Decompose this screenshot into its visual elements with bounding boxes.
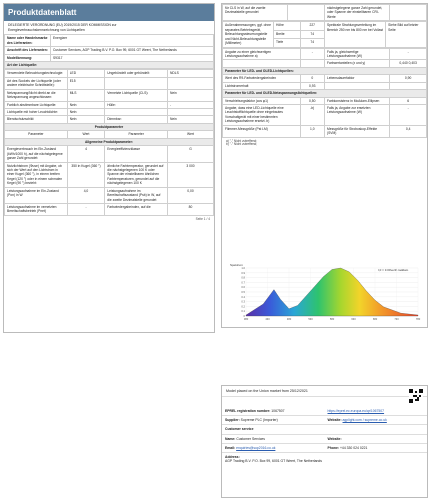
table-row: Netzspannung/Nicht direkt an die Netzspannung angeschlossen: MLS Vernetzte Lichtquelle (CLS): Nein bbox=[5, 89, 214, 101]
supplier-website-link[interactable]: agplight.com / supreme.co.uk bbox=[342, 418, 387, 423]
page-number: Seite 1 / 4 bbox=[195, 216, 210, 221]
customer-service-header: Customer service bbox=[225, 427, 254, 432]
general-params-header: Allgemeine Produktparameter: bbox=[5, 138, 214, 145]
x-tick-label: 580 bbox=[329, 318, 335, 321]
led-mains-header: Parameter für LED- und OLED-Netzspannungslichtquellen: bbox=[223, 90, 427, 97]
y-tick-label: 0.6 bbox=[241, 286, 245, 290]
table-row: Leistungsaufnahme im vernetzten Bereitschaftsbetrieb (Pnet) - Farbwiedergabeindex, auf die 80 bbox=[5, 204, 214, 216]
param-header-row: Parameter Wert Parameter Wert bbox=[5, 131, 214, 138]
table-row: Tiefe 74 bbox=[223, 39, 427, 47]
table-row: Energieverbrauch im Ein-Zustand (kWh/1000 h), auf die nächstgelegene ganze Zahl gerundet: 4 Energieeffizienzklasse G bbox=[5, 146, 214, 162]
chart-ylabel: Spektrum bbox=[230, 263, 243, 267]
x-tick-label: 380 bbox=[243, 318, 249, 321]
supplier-table: Name oder Handelsmarke des Lieferanten: Energizer Anschrift des Lieferanten: Customer Services, AGP Trading B.V. P.O. Box 99, 6001 GT Weert, The Netherlands Modellkennung: S9317 Art der Lichtquelle: bbox=[4, 34, 214, 69]
table-row: Außenabmessungen, ggf. ohne separates Betriebsgerät, Beleuchtungssteuerungsteile und Nicht-Beleuchtungsteile (Millimeter) Höhe 227 Spektrale Strahlungsverteilung im Bereich 250 nm bis 800 nm bei Vollast Siehe Bild auf letzter Seite bbox=[223, 22, 427, 30]
table-row: Verwendete Beleuchtungstechnologie: LED Ungebündelt oder gebündelt: NDLS bbox=[5, 70, 214, 77]
y-tick-label: 0.8 bbox=[241, 276, 245, 280]
light-source-table bbox=[4, 69, 214, 216]
y-tick-label: 0.4 bbox=[241, 295, 245, 299]
chart-y-ticks bbox=[241, 266, 245, 318]
spectrum-chart bbox=[228, 262, 424, 324]
regulation-text: DELEGIERTE VERORDNUNG (EU) 2019/2015 DER KOMMISSION zur Energieverbrauchskennzeichnung von Lichtquellen bbox=[8, 23, 117, 32]
chart-x-ticks bbox=[244, 317, 421, 321]
y-tick-label: 0.7 bbox=[241, 281, 245, 285]
x-tick-label: 530 bbox=[308, 318, 313, 321]
email-link[interactable]: enquiries@sup2016.co.uk bbox=[236, 445, 276, 450]
table-row: Flimmer-Messgröße (Pst LM) 1,0 Messgröße für Stroboskop-Effekte (SVM) 0,4 bbox=[223, 125, 427, 137]
table-row: Art des Sockels der Lichtquelle (oder andere elektrische Schnittstelle): E15 bbox=[5, 77, 214, 89]
x-tick-label: 630 bbox=[351, 318, 356, 321]
page-title: Produktdatenblatt bbox=[4, 4, 214, 21]
y-tick-label: 0.9 bbox=[241, 271, 245, 275]
table-row: Leistungsaufnahme im Ein-Zustand (Pon) in W 4,0 Leistungsaufnahme im Bereitschaftszustand (Psb) in W, auf die zweite Dezimalstelle gerundet 0,00 bbox=[5, 187, 214, 203]
y-tick-label: 1.0 bbox=[241, 267, 245, 270]
market-notice: Model placed on the Union market from 25/12/2021 bbox=[222, 386, 427, 397]
table-row: Angabe zu einer gleichwertigen Leistungsaufnahme a) - Falls ja, gleichwertige Leistungsaufnahme (W) - bbox=[223, 48, 427, 60]
datasheet-page-2 bbox=[221, 3, 428, 328]
y-tick-label: 0.2 bbox=[241, 305, 245, 309]
x-tick-label: 730 bbox=[394, 318, 399, 321]
x-tick-label: 780 bbox=[415, 318, 421, 321]
qr-code-icon bbox=[409, 389, 423, 403]
table-row: Breite 74 bbox=[223, 30, 427, 38]
y-tick-label: 0.3 bbox=[241, 300, 245, 304]
table-row: Lichtstromerhalt 0,93 bbox=[223, 82, 427, 89]
x-tick-label: 430 bbox=[265, 318, 270, 321]
equivalent-power-table bbox=[222, 48, 427, 138]
table-row: Nutzlichtstrom (Φuse) mit Angabe, ob sich der Wert auf den Lichtstrom in einer Kugel (360 °), in einem breiten Kegel (120 °) oder in einem schmalen Kegel (90 °) bezieht: 350 in Kugel (360 °) ähnliche Farbtemperatur, gerundet auf die nächstgelegenen 100 K oder Spanne der einstellbaren ähnlichen Farbtemperaturen, gerundet auf die nächstgelegenen 100 K 3 000 bbox=[5, 162, 214, 187]
table-row: Wert des R9-Farbwiedergabeindex 0 Lebensdauerfaktor 0,90 bbox=[223, 75, 427, 82]
dimensions-table bbox=[222, 21, 427, 47]
chart-legend: I,0 = 3.00verth raddam bbox=[378, 268, 409, 272]
table-row: Farblich abstimmbare Lichtquelle: Nein Hülle: - bbox=[5, 101, 214, 108]
table-row: Farbwertanteilen (x und y) 0,440 0,403 bbox=[223, 60, 427, 67]
eprel-number: 1067507 bbox=[271, 409, 285, 414]
table-row: Blendschutzschild: Nein Dimmbar: Nein bbox=[5, 116, 214, 123]
cls-table bbox=[222, 4, 427, 21]
y-tick-label: 0.5 bbox=[241, 291, 245, 294]
x-tick-label: 480 bbox=[286, 318, 292, 321]
product-params-header: Produktparameter bbox=[5, 123, 214, 130]
led-params-header: Parameter für LED- und OLED-Lichtquellen: bbox=[223, 67, 427, 74]
x-tick-label: 680 bbox=[372, 318, 378, 321]
table-row: Angabe, dass eine LED-Lichtquelle eine Leuchtstofflichtquelle ohne eingebautes Vorschaltgerät mit einer bestimmten Leistungsaufnahme ersetzt. b) -b) Falls ja, Angabe zur ersetzten Leistungsaufnahme (W) - bbox=[223, 105, 427, 126]
y-tick-label: 0 bbox=[243, 315, 245, 318]
footnotes: a) "-" Nicht zutreffend; b) "-" Nicht zutreffend; bbox=[226, 138, 258, 147]
y-tick-label: 0.1 bbox=[241, 310, 245, 314]
eprel-info: Model placed on the Union market from 25/12/2021 EPREL registration number: 1067507 https://eprel.ec.europa.eu/qr/1067507 Supplier: Supreme PLC (Importer) Website: agplight.com / supreme.co.uk Customer service Name: Customer Services Website: Email: enquiries@sup2016.co.uk Phone: +44 330 024 0221 Address: AGP Trading B.V. P.O. Box 99, 6001 GT Weert, The Netherlands bbox=[221, 385, 428, 498]
eprel-link[interactable]: https://eprel.ec.europa.eu/qr/1067507 bbox=[327, 409, 385, 414]
table-row: für CLS in W, auf die zweite Dezimalstelle gerundet nächstgelegene ganze Zahl gerundet, oder Spanne der einstellbaren CRI-Werte bbox=[223, 5, 427, 21]
table-row: Lichtquelle mit hoher Leuchtdichte: Nein bbox=[5, 109, 214, 116]
datasheet-page-1 bbox=[3, 3, 215, 333]
table-row: Verschiebungsfaktor (cos φ1) 0,50 Farbkonsistenz in McAdam-Ellipsen 6 bbox=[223, 97, 427, 104]
